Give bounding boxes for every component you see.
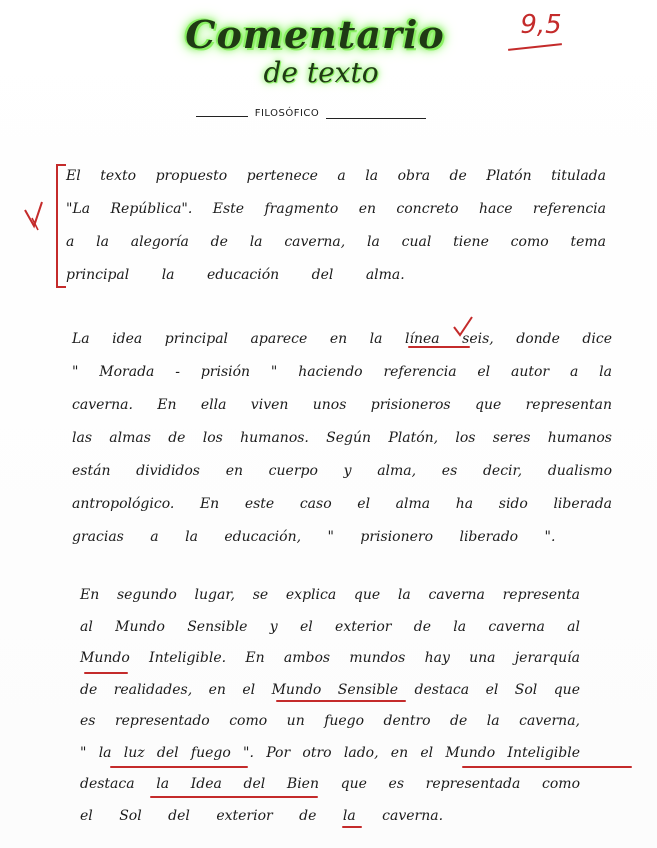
section-rule-right bbox=[326, 118, 426, 119]
text-line: " la luz del fuego ". Por otro lado, en el Mundo Inteligible bbox=[80, 744, 580, 761]
text-line: Mundo Inteligible. En ambos mundos hay una jerarquía bbox=[80, 650, 580, 666]
text-line: gracias a la educación, " prisionero liberado ". bbox=[72, 529, 556, 545]
text-line: al Mundo Sensible y el exterior de la caverna al bbox=[80, 618, 580, 635]
text-line: "La República". Este fragmento en concreto hace referencia bbox=[66, 201, 606, 217]
text-line: El texto propuesto pertenece a la obra de Platón titulada bbox=[66, 168, 606, 184]
text-line: de realidades, en el Mundo Sensible destaca el Sol que bbox=[80, 681, 580, 698]
section-label: FILOSÓFICO bbox=[254, 108, 320, 119]
red-underline bbox=[462, 766, 632, 768]
red-margin-bracket bbox=[56, 164, 66, 288]
text-line: En segundo lugar, se explica que la caverna representa bbox=[80, 587, 580, 603]
paragraph-intro bbox=[66, 160, 606, 292]
red-underline bbox=[110, 766, 248, 768]
red-check-marks-icon bbox=[22, 196, 52, 236]
text-line: las almas de los humanos. Según Platón, los seres humanos bbox=[72, 430, 612, 446]
section-rule-left bbox=[196, 116, 248, 117]
red-underline bbox=[150, 796, 318, 798]
text-line: a la alegoría de la caverna, la cual tiene como tema bbox=[66, 234, 606, 250]
paragraph-worlds bbox=[80, 580, 580, 832]
section-heading bbox=[196, 108, 428, 124]
text-line: el Sol del exterior de la caverna. bbox=[80, 807, 444, 824]
red-mark bbox=[342, 826, 362, 828]
text-line: destaca la Idea del Bien que es representada como bbox=[80, 776, 580, 792]
text-line: es representado como un fuego dentro de la caverna, bbox=[80, 713, 580, 729]
text-line: " Morada - prisión " haciendo referencia el autor a la bbox=[72, 364, 612, 380]
text-line: caverna. En ella viven unos prisioneros que representan bbox=[72, 397, 612, 413]
paragraph-main-idea bbox=[72, 323, 612, 554]
text-line: están divididos en cuerpo y alma, es decir, dualismo bbox=[72, 463, 612, 479]
text-line: antropológico. En este caso el alma ha sido liberada bbox=[72, 496, 612, 512]
text-line: La idea principal aparece en la línea seis, donde dice bbox=[72, 331, 612, 347]
grade-score: 9,5 bbox=[520, 10, 562, 40]
red-underline bbox=[84, 672, 128, 674]
page-title: Comentario bbox=[185, 12, 445, 57]
text-line: principal la educación del alma. bbox=[66, 267, 405, 283]
red-underline bbox=[276, 700, 406, 702]
page-subtitle: de texto bbox=[263, 56, 379, 89]
